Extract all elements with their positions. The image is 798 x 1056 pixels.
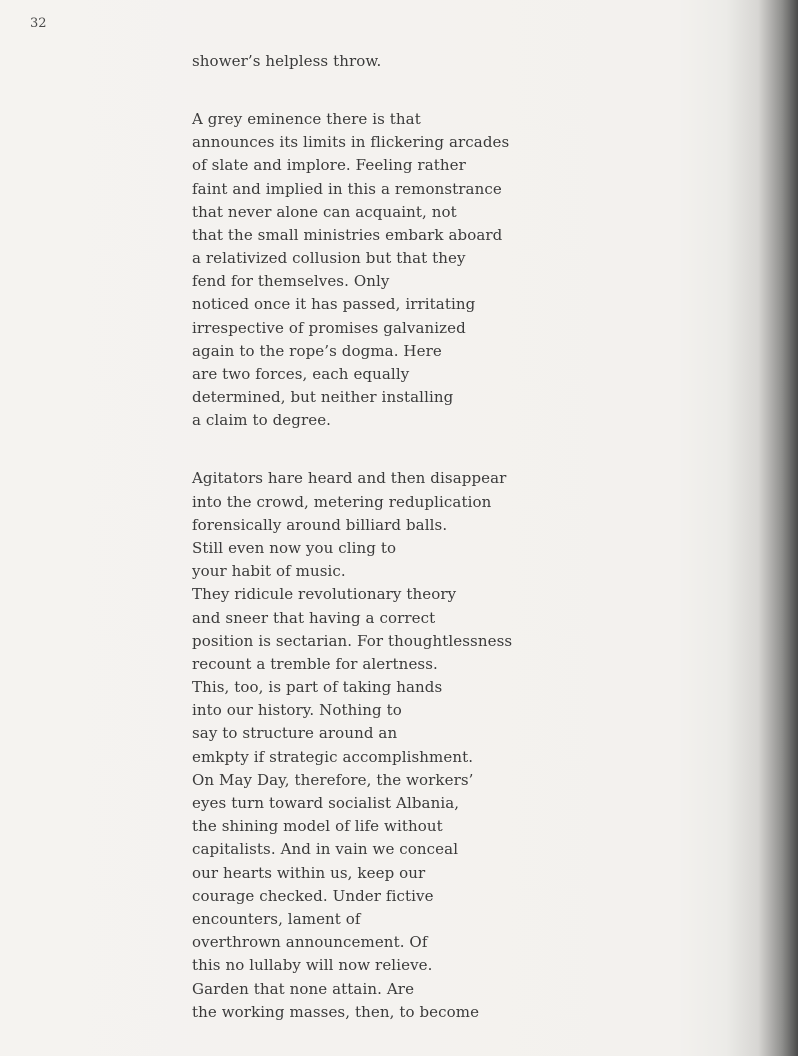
poem-line: that the small ministries embark aboard: [192, 225, 503, 244]
poem-line: a relativized collusion but that they: [192, 249, 466, 268]
poem-line: Still even now you cling to: [192, 538, 397, 557]
poem-line: announces its limits in flickering arcades: [192, 133, 510, 152]
poem-line: fend for themselves. Only: [192, 272, 390, 291]
poem-line: a claim to degree.: [192, 411, 332, 430]
poem-text: [192, 50, 532, 1024]
poem-line: encounters, lament of: [192, 909, 361, 928]
poem-line: and sneer that having a correct: [192, 608, 436, 627]
poem-line: irrespective of promises galvanized: [192, 318, 466, 337]
poem-line: into our history. Nothing to: [192, 701, 402, 720]
poem-line: again to the rope’s dogma. Here: [192, 341, 442, 360]
poem-line: our hearts within us, keep our: [192, 863, 426, 882]
poem-line: noticed once it has passed, irritating: [192, 295, 476, 314]
poem-line: Agitators hare heard and then disappear: [192, 469, 507, 488]
stanza-break: [192, 433, 532, 468]
stanza: [192, 467, 532, 1024]
poem-line: On May Day, therefore, the workers’: [192, 770, 474, 789]
poem-line: determined, but neither installing: [192, 388, 454, 407]
stanza-break: [192, 73, 532, 108]
poem-line: recount a tremble for alertness.: [192, 654, 438, 673]
poem-line: This, too, is part of taking hands: [192, 678, 443, 697]
poem-line: forensically around billiard balls.: [192, 515, 448, 534]
poem-line: Garden that none attain. Are: [192, 979, 415, 998]
page-number: 32: [30, 16, 47, 31]
poem-line: are two forces, each equally: [192, 365, 410, 384]
stanza: [192, 50, 532, 73]
poem-line: your habit of music.: [192, 562, 346, 581]
poem-line: the working masses, then, to become: [192, 1002, 480, 1021]
poem-line: A grey eminence there is that: [192, 109, 421, 128]
poem-line: the shining model of life without: [192, 817, 443, 836]
poem-line: They ridicule revolutionary theory: [192, 585, 457, 604]
poem-line: position is sectarian. For thoughtlessness: [192, 631, 513, 650]
poem-line: that never alone can acquaint, not: [192, 202, 457, 221]
poem-line: shower’s helpless throw.: [192, 52, 382, 70]
poem-line: eyes turn toward socialist Albania,: [192, 794, 460, 813]
poem-line: say to structure around an: [192, 724, 398, 743]
poem-line: emkpty if strategic accomplishment.: [192, 747, 474, 766]
stanza: [192, 108, 532, 433]
poem-line: of slate and implore. Feeling rather: [192, 156, 466, 175]
poem-line: this no lullaby will now relieve.: [192, 956, 433, 975]
poem-line: capitalists. And in vain we conceal: [192, 840, 459, 859]
poem-line: faint and implied in this a remonstrance: [192, 179, 502, 198]
poem-line: courage checked. Under fictive: [192, 886, 434, 905]
poem-line: into the crowd, metering reduplication: [192, 492, 492, 511]
poem-line: overthrown announcement. Of: [192, 933, 428, 952]
